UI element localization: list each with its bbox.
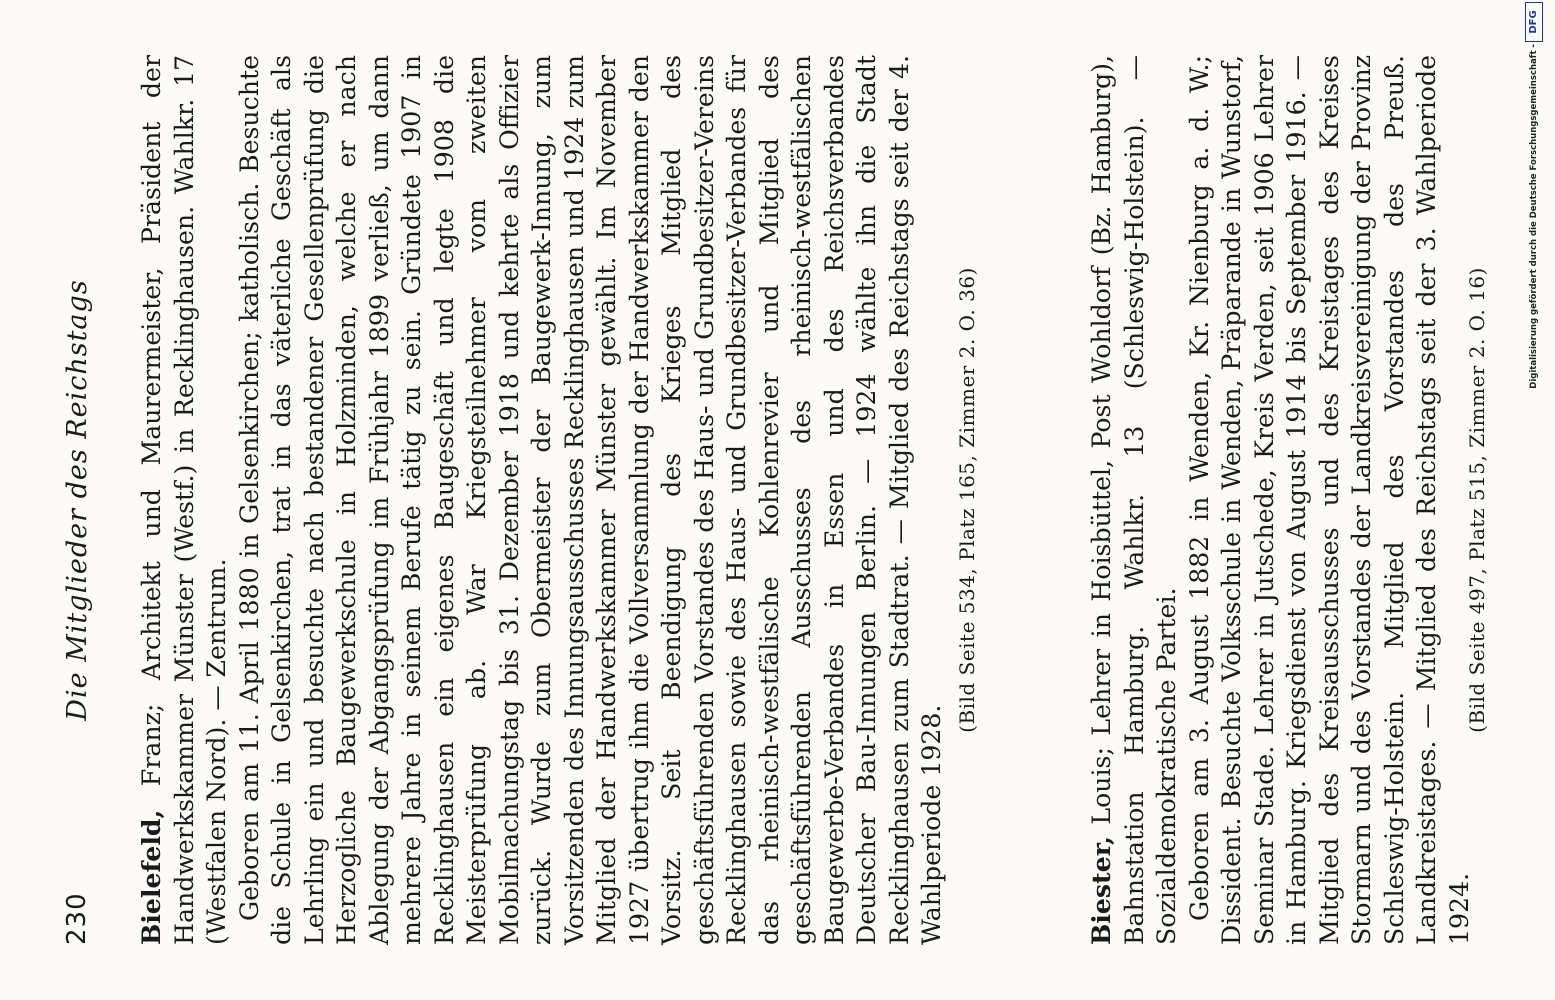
member-intro-text: Franz; Architekt und Maurermeister, Präsident der Handwerkskammer Münster (Westf.) in Recklinghausen. Wahlkr. 17 (Westfalen Nord). — Zentrum. bbox=[137, 55, 231, 945]
page-number: 230 bbox=[62, 892, 92, 945]
running-title: Die Mitglieder des Reichstags bbox=[62, 279, 93, 721]
page-header bbox=[62, 0, 102, 1000]
member-intro-text: Louis; Lehrer in Hoisbüttel, Post Wohldorf (Bz. Hamburg), Bahnstation Hamburg. Wahlkr. 13 (Schleswig-Holstein). — Sozialdemokratische Partei. bbox=[1087, 55, 1181, 945]
member-name: Biester, bbox=[1086, 836, 1116, 945]
digitization-footer bbox=[1515, 0, 1545, 1000]
digitization-note: Digitalisierung gefördert durch die Deutsche Forschungsgemeinschaft - bbox=[1529, 44, 1539, 389]
member-entry-bielefeld bbox=[135, 55, 949, 945]
member-name: Bielefeld, bbox=[136, 809, 166, 945]
picture-reference: (Bild Seite 534, Platz 165, Zimmer 2. O. 36) bbox=[955, 267, 979, 733]
entry-intro bbox=[135, 55, 234, 945]
member-biography: Geboren am 3. August 1882 in Wenden, Kr. Nienburg a. d. W.; Dissident. Besuchte Volksschule in Wenden, Präparande in Wunstorf, Seminar Stade. Lehrer in Jutschede, Kreis Verden, seit 1906 Lehrer in Hamburg. Kriegsdienst von August 1914 bis September 1916. — Mitglied des Kreisausschusses und des Kreistages des Kreises Stormarn und des Vorstandes der Landkreisvereinigung der Provinz Schleswig-Holstein. Mitglied des Vorstandes des Preuß. Landkreistages. — Mitglied des Reichstags seit der 3. Wahlperiode 1924. bbox=[1184, 55, 1474, 945]
picture-reference: (Bild Seite 497, Platz 515, Zimmer 2. O. 16) bbox=[1465, 267, 1489, 733]
member-biography: Geboren am 11. April 1880 in Gelsenkirchen; katholisch. Besuchte die Schule in Gelsenkirchen, trat in das väterliche Geschäft als Lehrling ein und besuchte nach bestandener Gesellenprüfung die Herzogliche Baugewerkschule in Holzminden, welche er nach Ablegung der Abgangsprüfung im Frühjahr 1899 verließ, um dann mehrere Jahre in seinem Berufe tätig zu sein. Gründete 1907 in Recklinghausen ein eigenes Baugeschäft und legte 1908 die Meisterprüfung ab. War Kriegsteilnehmer vom zweiten Mobilmachungstag bis 31. Dezember 1918 und kehrte als Offizier zurück. Wurde zum Obermeister der Baugewerk-Innung, zum Vorsitzenden des Innungsausschusses Recklinghausen und 1924 zum Mitglied der Handwerkskammer Münster gewählt. Im November 1927 übertrug ihm die Vollversammlung der Handwerkskammer den Vorsitz. Seit Beendigung des Krieges Mitglied des geschäftsführenden Vorstandes des Haus- und Grundbesitzer-Vereins Recklinghausen sowie des Haus- und Grundbesitzer-Verbandes für das rheinisch-westfälische Kohlenrevier und Mitglied des geschäftsführenden Ausschusses des rheinisch-westfälischen Baugewerbe-Verbandes in Essen und des Reichsverbandes Deutscher Bau-Innungen Berlin. — 1924 wählte ihn die Stadt Recklinghausen zum Stadtrat. — Mitglied des Reichstags seit der 4. Wahlperiode 1928. bbox=[234, 55, 946, 945]
entry-intro bbox=[1085, 55, 1184, 945]
member-entry-biester bbox=[1085, 55, 1476, 945]
dfg-logo: DFG bbox=[1525, 2, 1543, 42]
